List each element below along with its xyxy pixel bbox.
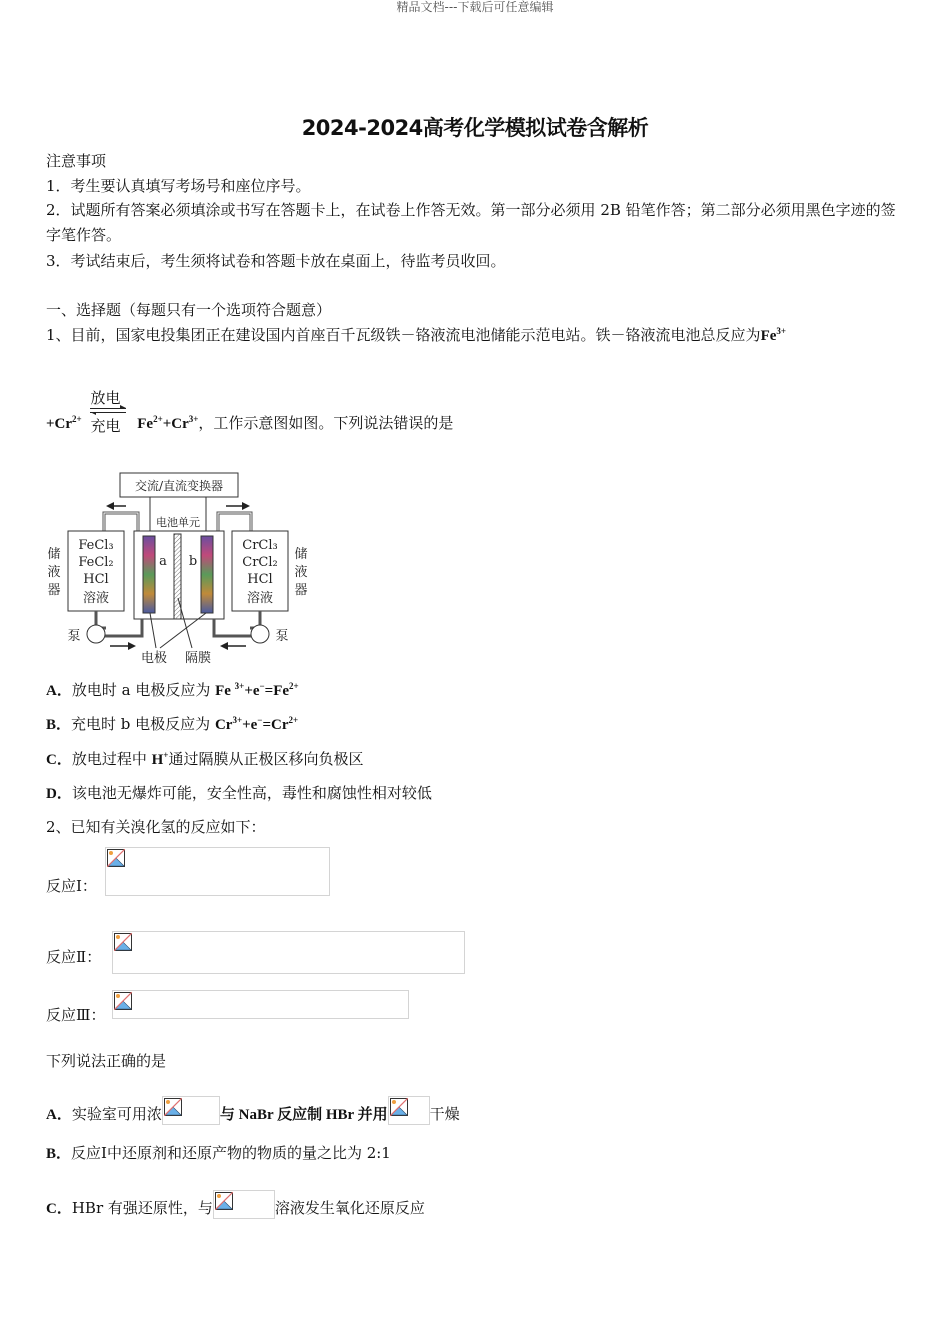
svg-text:FeCl₂: FeCl₂ xyxy=(78,555,114,570)
arrow-bottom-label: 充电 xyxy=(90,417,121,435)
q1-cr: +Cr xyxy=(46,416,73,432)
svg-text:泵: 泵 xyxy=(67,629,81,644)
converter-label: 交流/直流变换器 xyxy=(134,479,224,493)
svg-text:b: b xyxy=(188,554,198,569)
q2-option-b: B．反应Ⅰ中还原剂和还原产物的物质的量之比为 2:1 xyxy=(46,1144,391,1162)
q1-stem-line1 xyxy=(46,325,786,346)
reversible-arrow-icon xyxy=(90,388,128,436)
desiccant-image xyxy=(388,1096,430,1125)
svg-text:泵: 泵 xyxy=(275,629,289,644)
svg-text:液: 液 xyxy=(294,565,308,580)
q1-option-c: C．放电过程中 H+通过隔膜从正极区移向负极区 xyxy=(46,750,364,768)
broken-image-icon xyxy=(164,1098,182,1116)
broken-image-icon xyxy=(215,1192,233,1210)
q1-product-cr-sup: 3+ xyxy=(188,414,199,424)
svg-text:液: 液 xyxy=(47,565,61,580)
svg-text:器: 器 xyxy=(47,583,61,598)
q2-prompt: 下列说法正确的是 xyxy=(46,1052,167,1070)
reagent-image xyxy=(213,1190,275,1219)
broken-image-icon xyxy=(390,1098,408,1116)
svg-text:储: 储 xyxy=(47,547,61,562)
q1-cr-sup: 2+ xyxy=(72,414,82,424)
q1-stem-tail: ，工作示意图如图。下列说法错误的是 xyxy=(198,414,454,432)
q2-option-c: C．HBr 有强还原性，与 溶液发生氧化还原反应 xyxy=(46,1190,425,1219)
q1-option-a: A．放电时 a 电极反应为 Fe $^{3+}+e^-=Fe^{2+}$ xyxy=(46,681,299,699)
broken-image-icon xyxy=(114,992,132,1010)
q1-stem-text: 1、目前，国家电投集团正在建设国内首座百千瓦级铁－铬液流电池储能示范电站。铁－铬液流电池总反应为 xyxy=(46,326,761,344)
q1-fe: Fe xyxy=(760,328,777,344)
q2-option-a: A．实验室可用浓 与 NaBr 反应制 HBr 并用 干燥 xyxy=(46,1096,460,1125)
arrow-top-label: 放电 xyxy=(90,389,121,407)
q1-product-fe: Fe xyxy=(137,416,154,432)
svg-text:隔膜: 隔膜 xyxy=(184,651,212,666)
q1-option-d: D．该电池无爆炸可能，安全性高，毒性和腐蚀性相对较低 xyxy=(46,784,432,802)
reaction-3-image xyxy=(112,990,409,1019)
svg-text:FeCl₃: FeCl₃ xyxy=(78,538,114,553)
page-title: 2024-2024高考化学模拟试卷含解析 xyxy=(301,116,649,140)
q1-product-cr: +Cr xyxy=(162,416,189,432)
svg-text:器: 器 xyxy=(294,583,308,598)
broken-image-icon xyxy=(107,849,125,867)
svg-text:储: 储 xyxy=(294,547,308,562)
svg-text:溶液: 溶液 xyxy=(246,591,274,606)
svg-text:电极: 电极 xyxy=(140,651,168,666)
q2-stem: 2、已知有关溴化氢的反应如下： xyxy=(46,818,266,836)
section-heading: 一、选择题（每题只有一个选项符合题意） xyxy=(46,301,332,319)
flow-battery-diagram xyxy=(46,468,311,668)
svg-text:CrCl₂: CrCl₂ xyxy=(242,555,278,570)
reaction-1-label: 反应Ⅰ： xyxy=(46,877,97,895)
acid-image xyxy=(162,1096,220,1125)
q1-fe-sup: 3+ xyxy=(776,326,787,336)
notice-item-1: 1．考生要认真填写考场号和座位序号。 xyxy=(46,177,311,195)
q1-stem-line2 xyxy=(46,388,453,438)
svg-text:CrCl₃: CrCl₃ xyxy=(242,538,278,553)
reaction-3-label: 反应Ⅲ： xyxy=(46,1006,106,1024)
broken-image-icon xyxy=(114,933,132,951)
svg-text:HCl: HCl xyxy=(83,572,109,587)
reaction-2-image xyxy=(112,931,465,974)
svg-text:HCl: HCl xyxy=(247,572,273,587)
notice-item-3: 3．考试结束后，考生须将试卷和答题卡放在桌面上，待监考员收回。 xyxy=(46,252,506,270)
q1-option-b: B．充电时 b 电极反应为 $Cr^{3+}+e^-=Cr^{2+}$ xyxy=(46,715,299,733)
reaction-1-image xyxy=(105,847,330,896)
notice-heading: 注意事项 xyxy=(46,152,107,170)
watermark-header: 精品文档---下载后可任意编辑 xyxy=(396,0,554,14)
notice-item-2: 2．试题所有答案必须填涂或书写在答题卡上，在试卷上作答无效。第一部分必须用 2B 铅笔作答；第二部分必须用黑色字迹的签字笔作答。 xyxy=(46,201,896,244)
svg-text:溶液: 溶液 xyxy=(82,591,110,606)
cell-unit-label: 电池单元 xyxy=(156,516,200,529)
reaction-2-label: 反应Ⅱ： xyxy=(46,948,102,966)
svg-text:a: a xyxy=(159,554,167,569)
q1-product-fe-sup: 2+ xyxy=(153,414,163,424)
